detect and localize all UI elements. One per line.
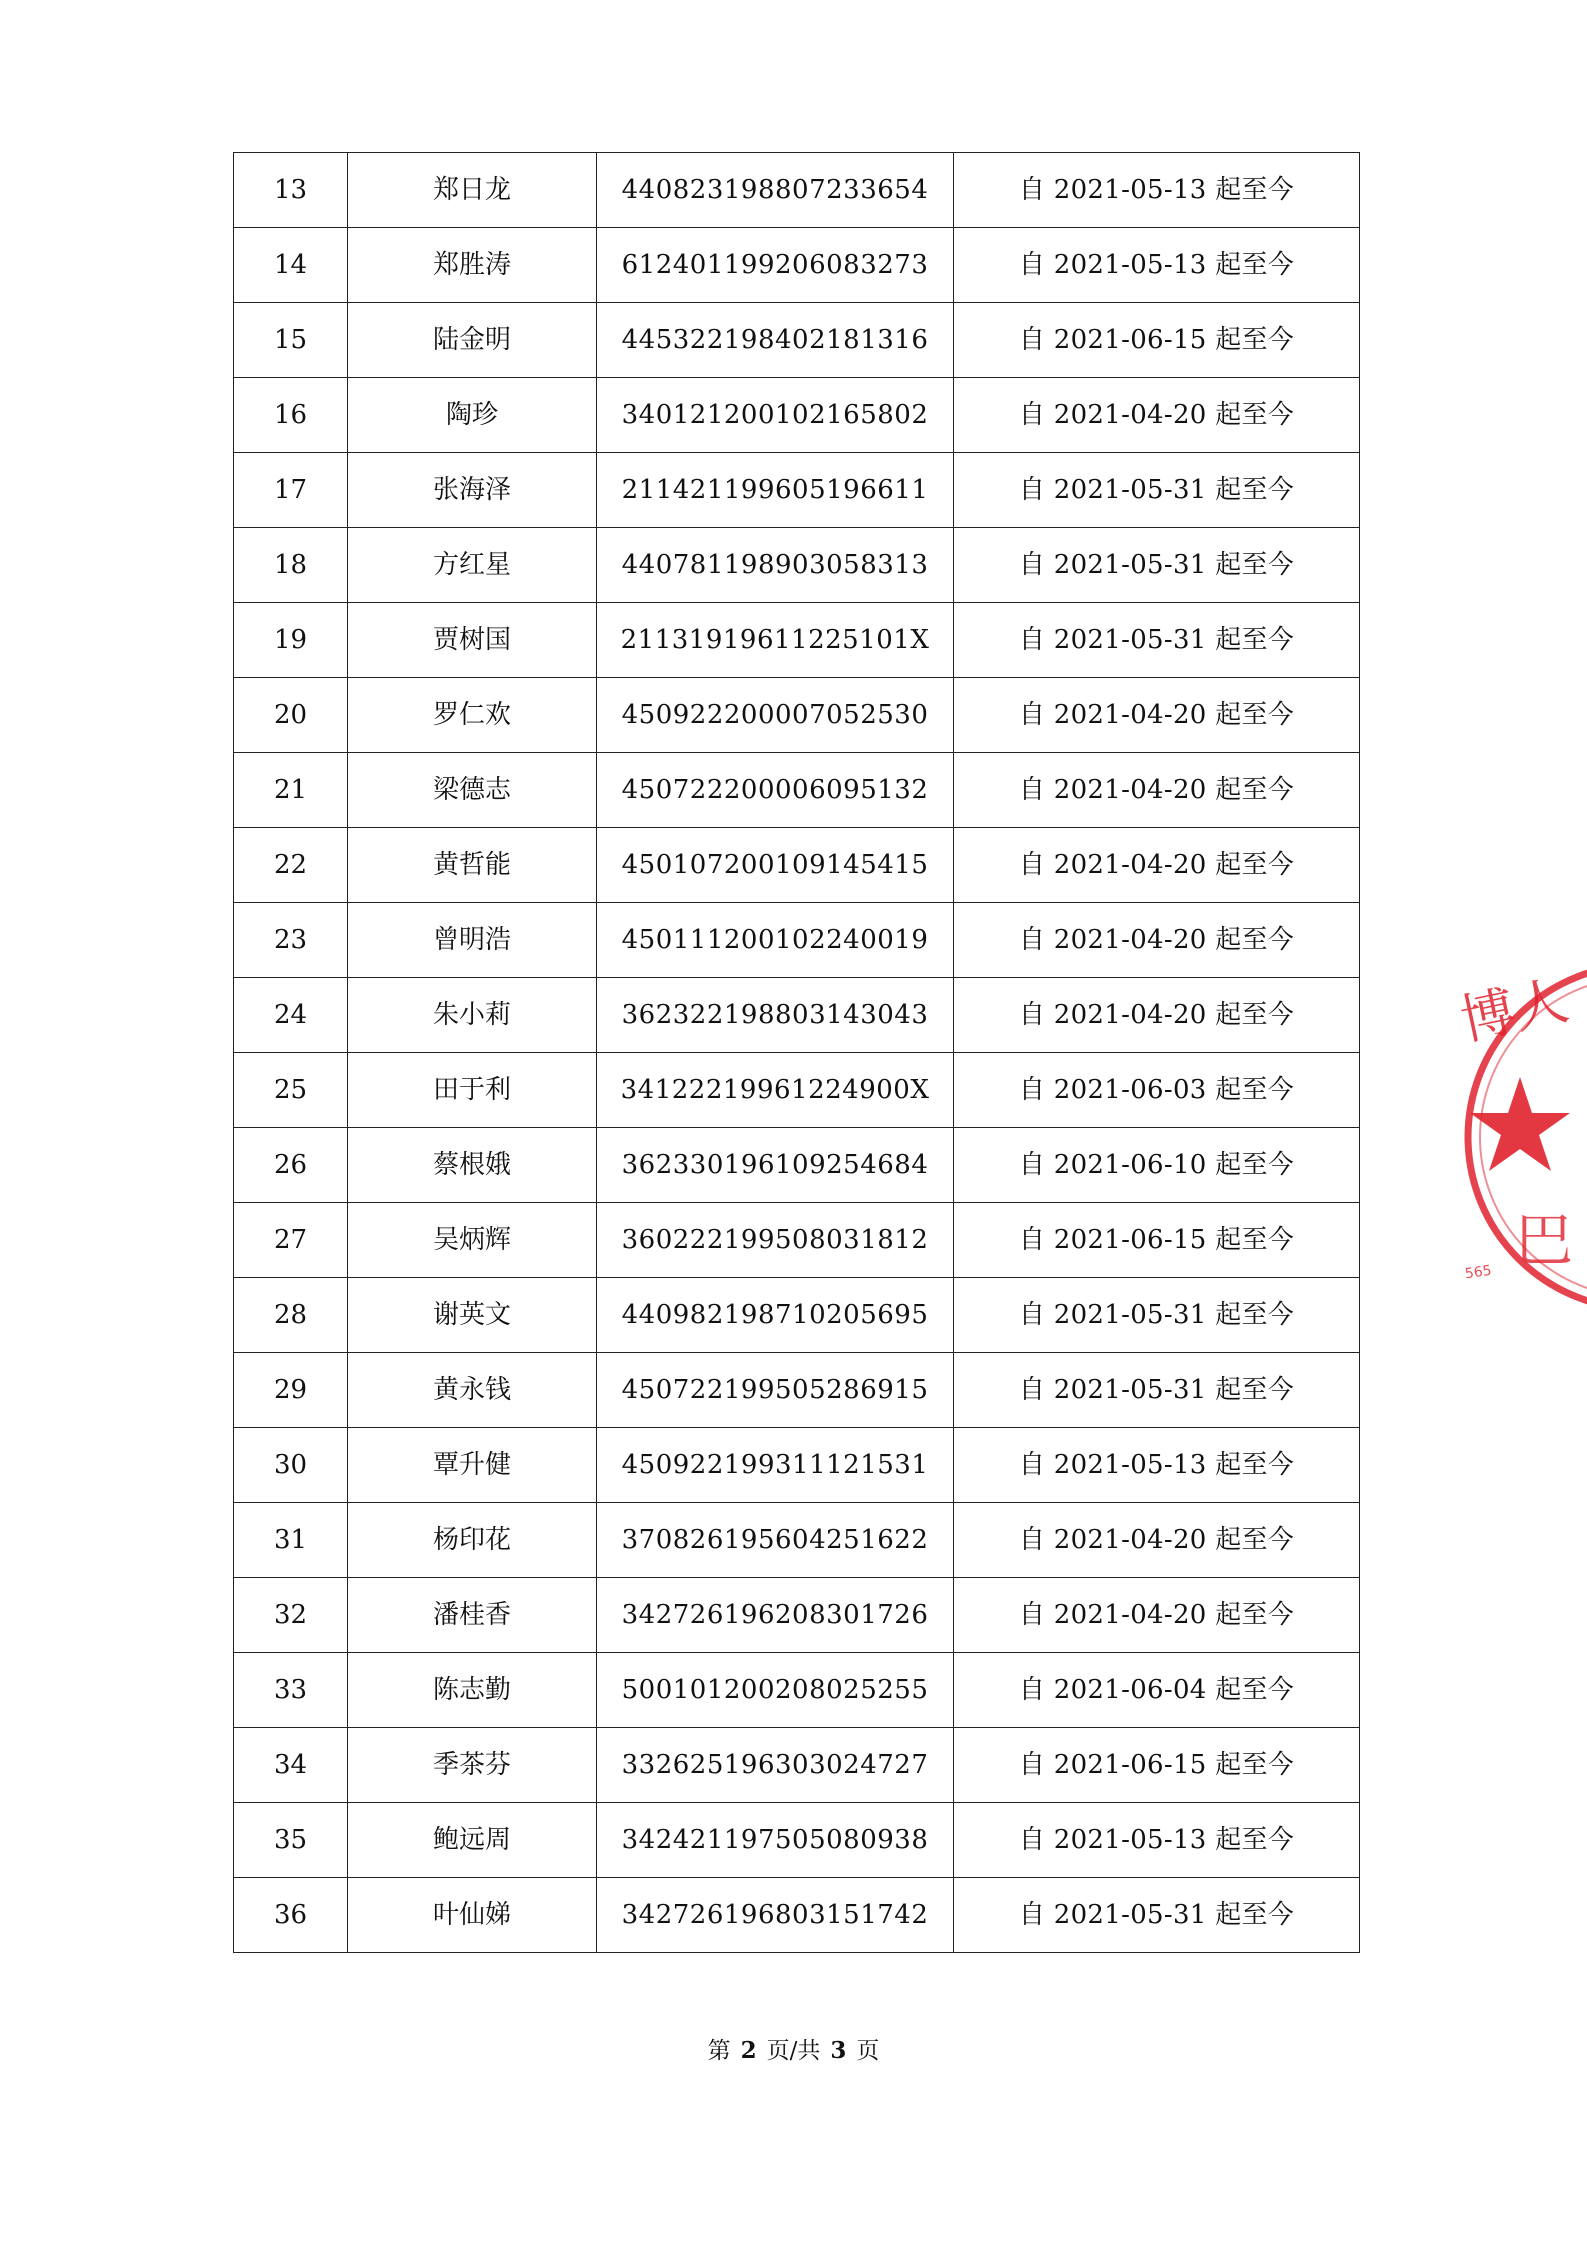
id-number-cell: 34122219961224900X (597, 1053, 954, 1128)
table-row (234, 453, 1360, 528)
id-number-cell: 445322198402181316 (597, 303, 954, 378)
name-cell: 谢英文 (348, 1278, 597, 1353)
id-number-cell: 612401199206083273 (597, 228, 954, 303)
id-number-cell: 440781198903058313 (597, 528, 954, 603)
name-cell: 贾树国 (348, 603, 597, 678)
row-number-cell: 30 (234, 1428, 348, 1503)
period-cell: 自 2021-04-20 起至今 (954, 678, 1360, 753)
id-number-cell: 450111200102240019 (597, 903, 954, 978)
period-cell: 自 2021-05-31 起至今 (954, 1278, 1360, 1353)
id-number-cell: 342726196208301726 (597, 1578, 954, 1653)
period-cell: 自 2021-06-15 起至今 (954, 1728, 1360, 1803)
table-row (234, 303, 1360, 378)
row-number-cell: 32 (234, 1578, 348, 1653)
id-number-cell: 211421199605196611 (597, 453, 954, 528)
table-row (234, 1578, 1360, 1653)
svg-text:博人: 博人 (1455, 968, 1574, 1053)
table-row (234, 603, 1360, 678)
page-footer (0, 2032, 1587, 2065)
period-cell: 自 2021-05-13 起至今 (954, 228, 1360, 303)
id-number-cell: 450722200006095132 (597, 753, 954, 828)
table-row (234, 1503, 1360, 1578)
table-row (234, 228, 1360, 303)
name-cell: 黄哲能 (348, 828, 597, 903)
row-number-cell: 17 (234, 453, 348, 528)
id-number-cell: 450922199311121531 (597, 1428, 954, 1503)
period-cell: 自 2021-06-10 起至今 (954, 1128, 1360, 1203)
period-cell: 自 2021-06-15 起至今 (954, 1203, 1360, 1278)
footer-suffix: 页 (856, 2038, 880, 2064)
period-cell: 自 2021-04-20 起至今 (954, 753, 1360, 828)
period-cell: 自 2021-05-31 起至今 (954, 1353, 1360, 1428)
name-cell: 黄永钱 (348, 1353, 597, 1428)
name-cell: 罗仁欢 (348, 678, 597, 753)
table-body (234, 153, 1360, 1953)
row-number-cell: 21 (234, 753, 348, 828)
table-row (234, 678, 1360, 753)
period-cell: 自 2021-05-31 起至今 (954, 603, 1360, 678)
name-cell: 郑日龙 (348, 153, 597, 228)
id-number-cell: 342726196803151742 (597, 1878, 954, 1953)
table-row (234, 1353, 1360, 1428)
period-cell: 自 2021-05-13 起至今 (954, 153, 1360, 228)
table-row (234, 528, 1360, 603)
row-number-cell: 29 (234, 1353, 348, 1428)
id-number-cell: 340121200102165802 (597, 378, 954, 453)
period-cell: 自 2021-04-20 起至今 (954, 1578, 1360, 1653)
period-cell: 自 2021-05-31 起至今 (954, 1878, 1360, 1953)
period-cell: 自 2021-04-20 起至今 (954, 1503, 1360, 1578)
name-cell: 田于利 (348, 1053, 597, 1128)
name-cell: 梁德志 (348, 753, 597, 828)
table-row (234, 378, 1360, 453)
row-number-cell: 28 (234, 1278, 348, 1353)
table-row (234, 1803, 1360, 1878)
seal-stamp-icon (1455, 955, 1587, 1320)
id-number-cell: 500101200208025255 (597, 1653, 954, 1728)
period-cell: 自 2021-05-13 起至今 (954, 1803, 1360, 1878)
id-number-cell: 362330196109254684 (597, 1128, 954, 1203)
name-cell: 蔡根娥 (348, 1128, 597, 1203)
id-number-cell: 440823198807233654 (597, 153, 954, 228)
row-number-cell: 15 (234, 303, 348, 378)
name-cell: 郑胜涛 (348, 228, 597, 303)
table-row (234, 1428, 1360, 1503)
row-number-cell: 33 (234, 1653, 348, 1728)
table-row (234, 978, 1360, 1053)
name-cell: 陆金明 (348, 303, 597, 378)
id-number-cell: 370826195604251622 (597, 1503, 954, 1578)
id-number-cell: 362322198803143043 (597, 978, 954, 1053)
employee-table (233, 152, 1360, 1953)
name-cell: 曾明浩 (348, 903, 597, 978)
id-number-cell: 450107200109145415 (597, 828, 954, 903)
name-cell: 方红星 (348, 528, 597, 603)
name-cell: 叶仙娣 (348, 1878, 597, 1953)
name-cell: 陈志勤 (348, 1653, 597, 1728)
id-number-cell: 342421197505080938 (597, 1803, 954, 1878)
name-cell: 鲍远周 (348, 1803, 597, 1878)
table-row (234, 828, 1360, 903)
row-number-cell: 35 (234, 1803, 348, 1878)
row-number-cell: 36 (234, 1878, 348, 1953)
period-cell: 自 2021-06-03 起至今 (954, 1053, 1360, 1128)
table-row (234, 753, 1360, 828)
table-row (234, 1278, 1360, 1353)
table-row (234, 1053, 1360, 1128)
row-number-cell: 25 (234, 1053, 348, 1128)
row-number-cell: 26 (234, 1128, 348, 1203)
period-cell: 自 2021-05-31 起至今 (954, 453, 1360, 528)
table-row (234, 1203, 1360, 1278)
table-row (234, 903, 1360, 978)
id-number-cell: 450922200007052530 (597, 678, 954, 753)
footer-page-number: 2 (740, 2037, 757, 2064)
footer-middle: 页/共 (766, 2038, 821, 2064)
table-row (234, 1878, 1360, 1953)
id-number-cell: 21131919611225101X (597, 603, 954, 678)
footer-total-pages: 3 (830, 2037, 847, 2064)
name-cell: 杨印花 (348, 1503, 597, 1578)
period-cell: 自 2021-04-20 起至今 (954, 903, 1360, 978)
table-row (234, 1728, 1360, 1803)
row-number-cell: 16 (234, 378, 348, 453)
id-number-cell: 360222199508031812 (597, 1203, 954, 1278)
period-cell: 自 2021-04-20 起至今 (954, 828, 1360, 903)
row-number-cell: 19 (234, 603, 348, 678)
period-cell: 自 2021-05-31 起至今 (954, 528, 1360, 603)
row-number-cell: 22 (234, 828, 348, 903)
official-seal (1455, 955, 1587, 1320)
name-cell: 朱小莉 (348, 978, 597, 1053)
period-cell: 自 2021-04-20 起至今 (954, 378, 1360, 453)
name-cell: 吴炳辉 (348, 1203, 597, 1278)
row-number-cell: 31 (234, 1503, 348, 1578)
row-number-cell: 23 (234, 903, 348, 978)
period-cell: 自 2021-06-15 起至今 (954, 303, 1360, 378)
row-number-cell: 13 (234, 153, 348, 228)
row-number-cell: 27 (234, 1203, 348, 1278)
table-row (234, 1653, 1360, 1728)
period-cell: 自 2021-05-13 起至今 (954, 1428, 1360, 1503)
svg-text:565: 565 (1463, 1262, 1493, 1283)
id-number-cell: 440982198710205695 (597, 1278, 954, 1353)
name-cell: 季茶芬 (348, 1728, 597, 1803)
table-row (234, 153, 1360, 228)
period-cell: 自 2021-04-20 起至今 (954, 978, 1360, 1053)
name-cell: 陶珍 (348, 378, 597, 453)
name-cell: 覃升健 (348, 1428, 597, 1503)
id-number-cell: 450722199505286915 (597, 1353, 954, 1428)
svg-text:巴: 巴 (1515, 1206, 1574, 1274)
id-number-cell: 332625196303024727 (597, 1728, 954, 1803)
row-number-cell: 34 (234, 1728, 348, 1803)
row-number-cell: 20 (234, 678, 348, 753)
row-number-cell: 18 (234, 528, 348, 603)
name-cell: 潘桂香 (348, 1578, 597, 1653)
period-cell: 自 2021-06-04 起至今 (954, 1653, 1360, 1728)
footer-prefix: 第 (707, 2038, 731, 2064)
table-row (234, 1128, 1360, 1203)
row-number-cell: 24 (234, 978, 348, 1053)
row-number-cell: 14 (234, 228, 348, 303)
name-cell: 张海泽 (348, 453, 597, 528)
